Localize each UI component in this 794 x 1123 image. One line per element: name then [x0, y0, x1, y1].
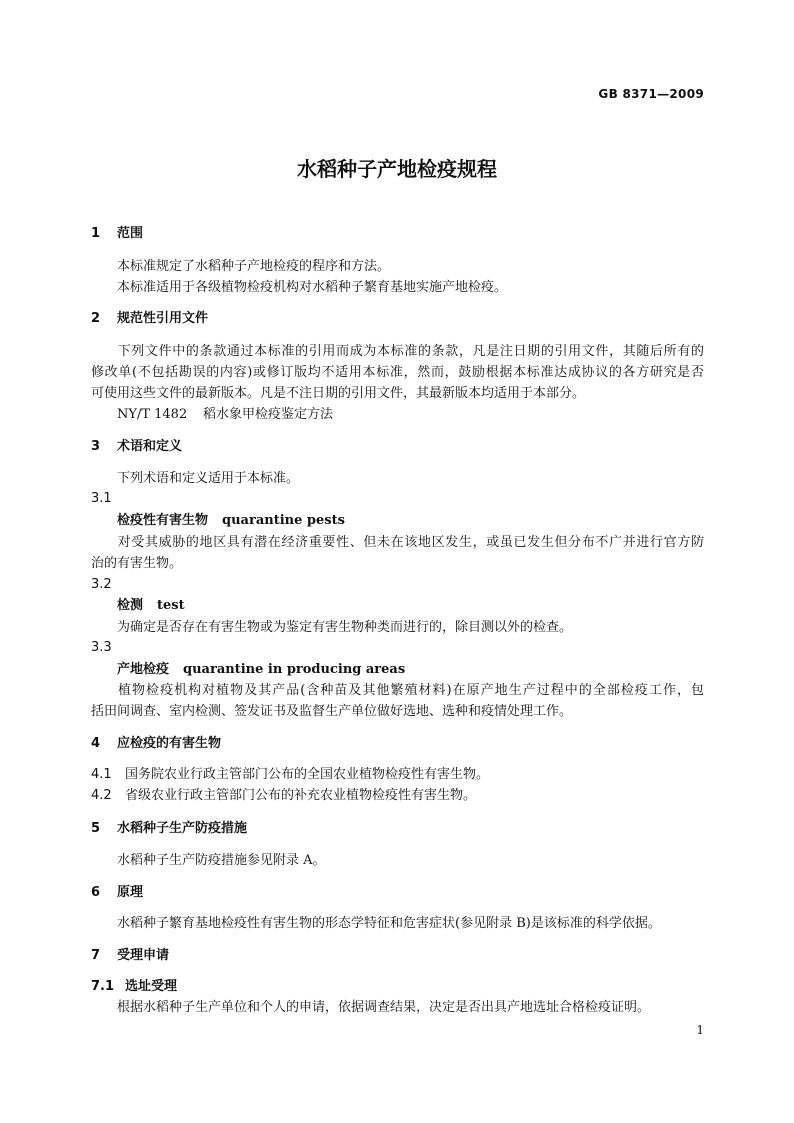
document-title: 水稻种子产地检疫规程	[297, 157, 497, 181]
term-3-2-title: 检测 test	[117, 598, 185, 613]
term-3-3-title: 产地检疫 quarantine in producing areas	[117, 662, 406, 677]
page-number: 1	[696, 1023, 704, 1037]
section-6-heading: 6 原理	[91, 885, 144, 900]
section-4-heading: 4 应检疫的有害生物	[91, 736, 222, 751]
term-3-3-definition-line-1: 植物检疫机构对植物及其产品(含种苗及其他繁殖材料)在原产地生产过程中的全部检疫工作，包	[117, 683, 704, 698]
section-6-paragraph: 水稻种子繁育基地检疫性有害生物的形态学特征和危害症状(参见附录 B)是该标准的科学依据。	[117, 916, 661, 931]
normative-reference	[117, 407, 333, 423]
clause-4-1: 4.1 国务院农业行政主管部门公布的全国农业植物检疫性有害生物。	[91, 767, 490, 782]
section-5-heading: 5 水稻种子生产防疫措施	[91, 821, 248, 836]
section-1-heading: 1 范围	[91, 226, 144, 241]
reference-code: NY/T 1482	[117, 407, 188, 422]
section-1-paragraph-1: 本标准规定了水稻种子产地检疫的程序和方法。	[117, 259, 391, 274]
term-3-3-definition-line-2: 括田间调查、室内检测、签发证书及监督生产单位做好选地、选种和疫情处理工作。	[91, 704, 573, 719]
section-3-intro: 下列术语和定义适用于本标准。	[117, 471, 300, 486]
term-3-1-definition-line-1: 对受其威胁的地区具有潜在经济重要性、但未在该地区发生，或虽已发生但分布不广并进行官方防	[117, 535, 704, 550]
term-3-1-title: 检疫性有害生物 quarantine pests	[117, 513, 345, 528]
clause-7-1-paragraph: 根据水稻种子生产单位和个人的申请，依据调查结果，决定是否出具产地选址合格检疫证明。	[117, 1000, 651, 1015]
term-3-1-definition-line-2: 治的有害生物。	[91, 556, 183, 571]
reference-title: 稻水象甲检疫鉴定方法	[203, 407, 334, 422]
term-3-3-number: 3.3	[91, 640, 112, 655]
clause-7-1-heading: 7.1 选址受理	[91, 979, 178, 994]
standard-number: GB 8371—2009	[598, 87, 704, 101]
term-3-2-number: 3.2	[91, 577, 112, 592]
section-3-heading: 3 术语和定义	[91, 439, 183, 454]
clause-4-2: 4.2 省级农业行政主管部门公布的补充农业植物检疫性有害生物。	[91, 788, 477, 803]
section-5-paragraph: 水稻种子生产防疫措施参见附录 A。	[117, 853, 326, 868]
term-3-1-number: 3.1	[91, 491, 112, 506]
section-1-paragraph-2: 本标准适用于各级植物检疫机构对水稻种子繁育基地实施产地检疫。	[117, 280, 508, 295]
section-2-line-3: 可使用这些文件的最新版本。凡是不注日期的引用文件，其最新版本均适用于本部分。	[91, 386, 586, 401]
section-2-line-2: 修改单(不包括勘误的内容)或修订版均不适用本标准，然而，鼓励根据本标准达成协议的各方研究是否	[91, 365, 704, 380]
section-2-line-1: 下列文件中的条款通过本标准的引用而成为本标准的条款，凡是注日期的引用文件，其随后所有的	[117, 344, 704, 359]
term-3-2-definition: 为确定是否存在有害生物或为鉴定有害生物种类而进行的，除目测以外的检查。	[117, 620, 573, 635]
section-7-heading: 7 受理申请	[91, 948, 170, 963]
section-2-heading: 2 规范性引用文件	[91, 311, 209, 326]
